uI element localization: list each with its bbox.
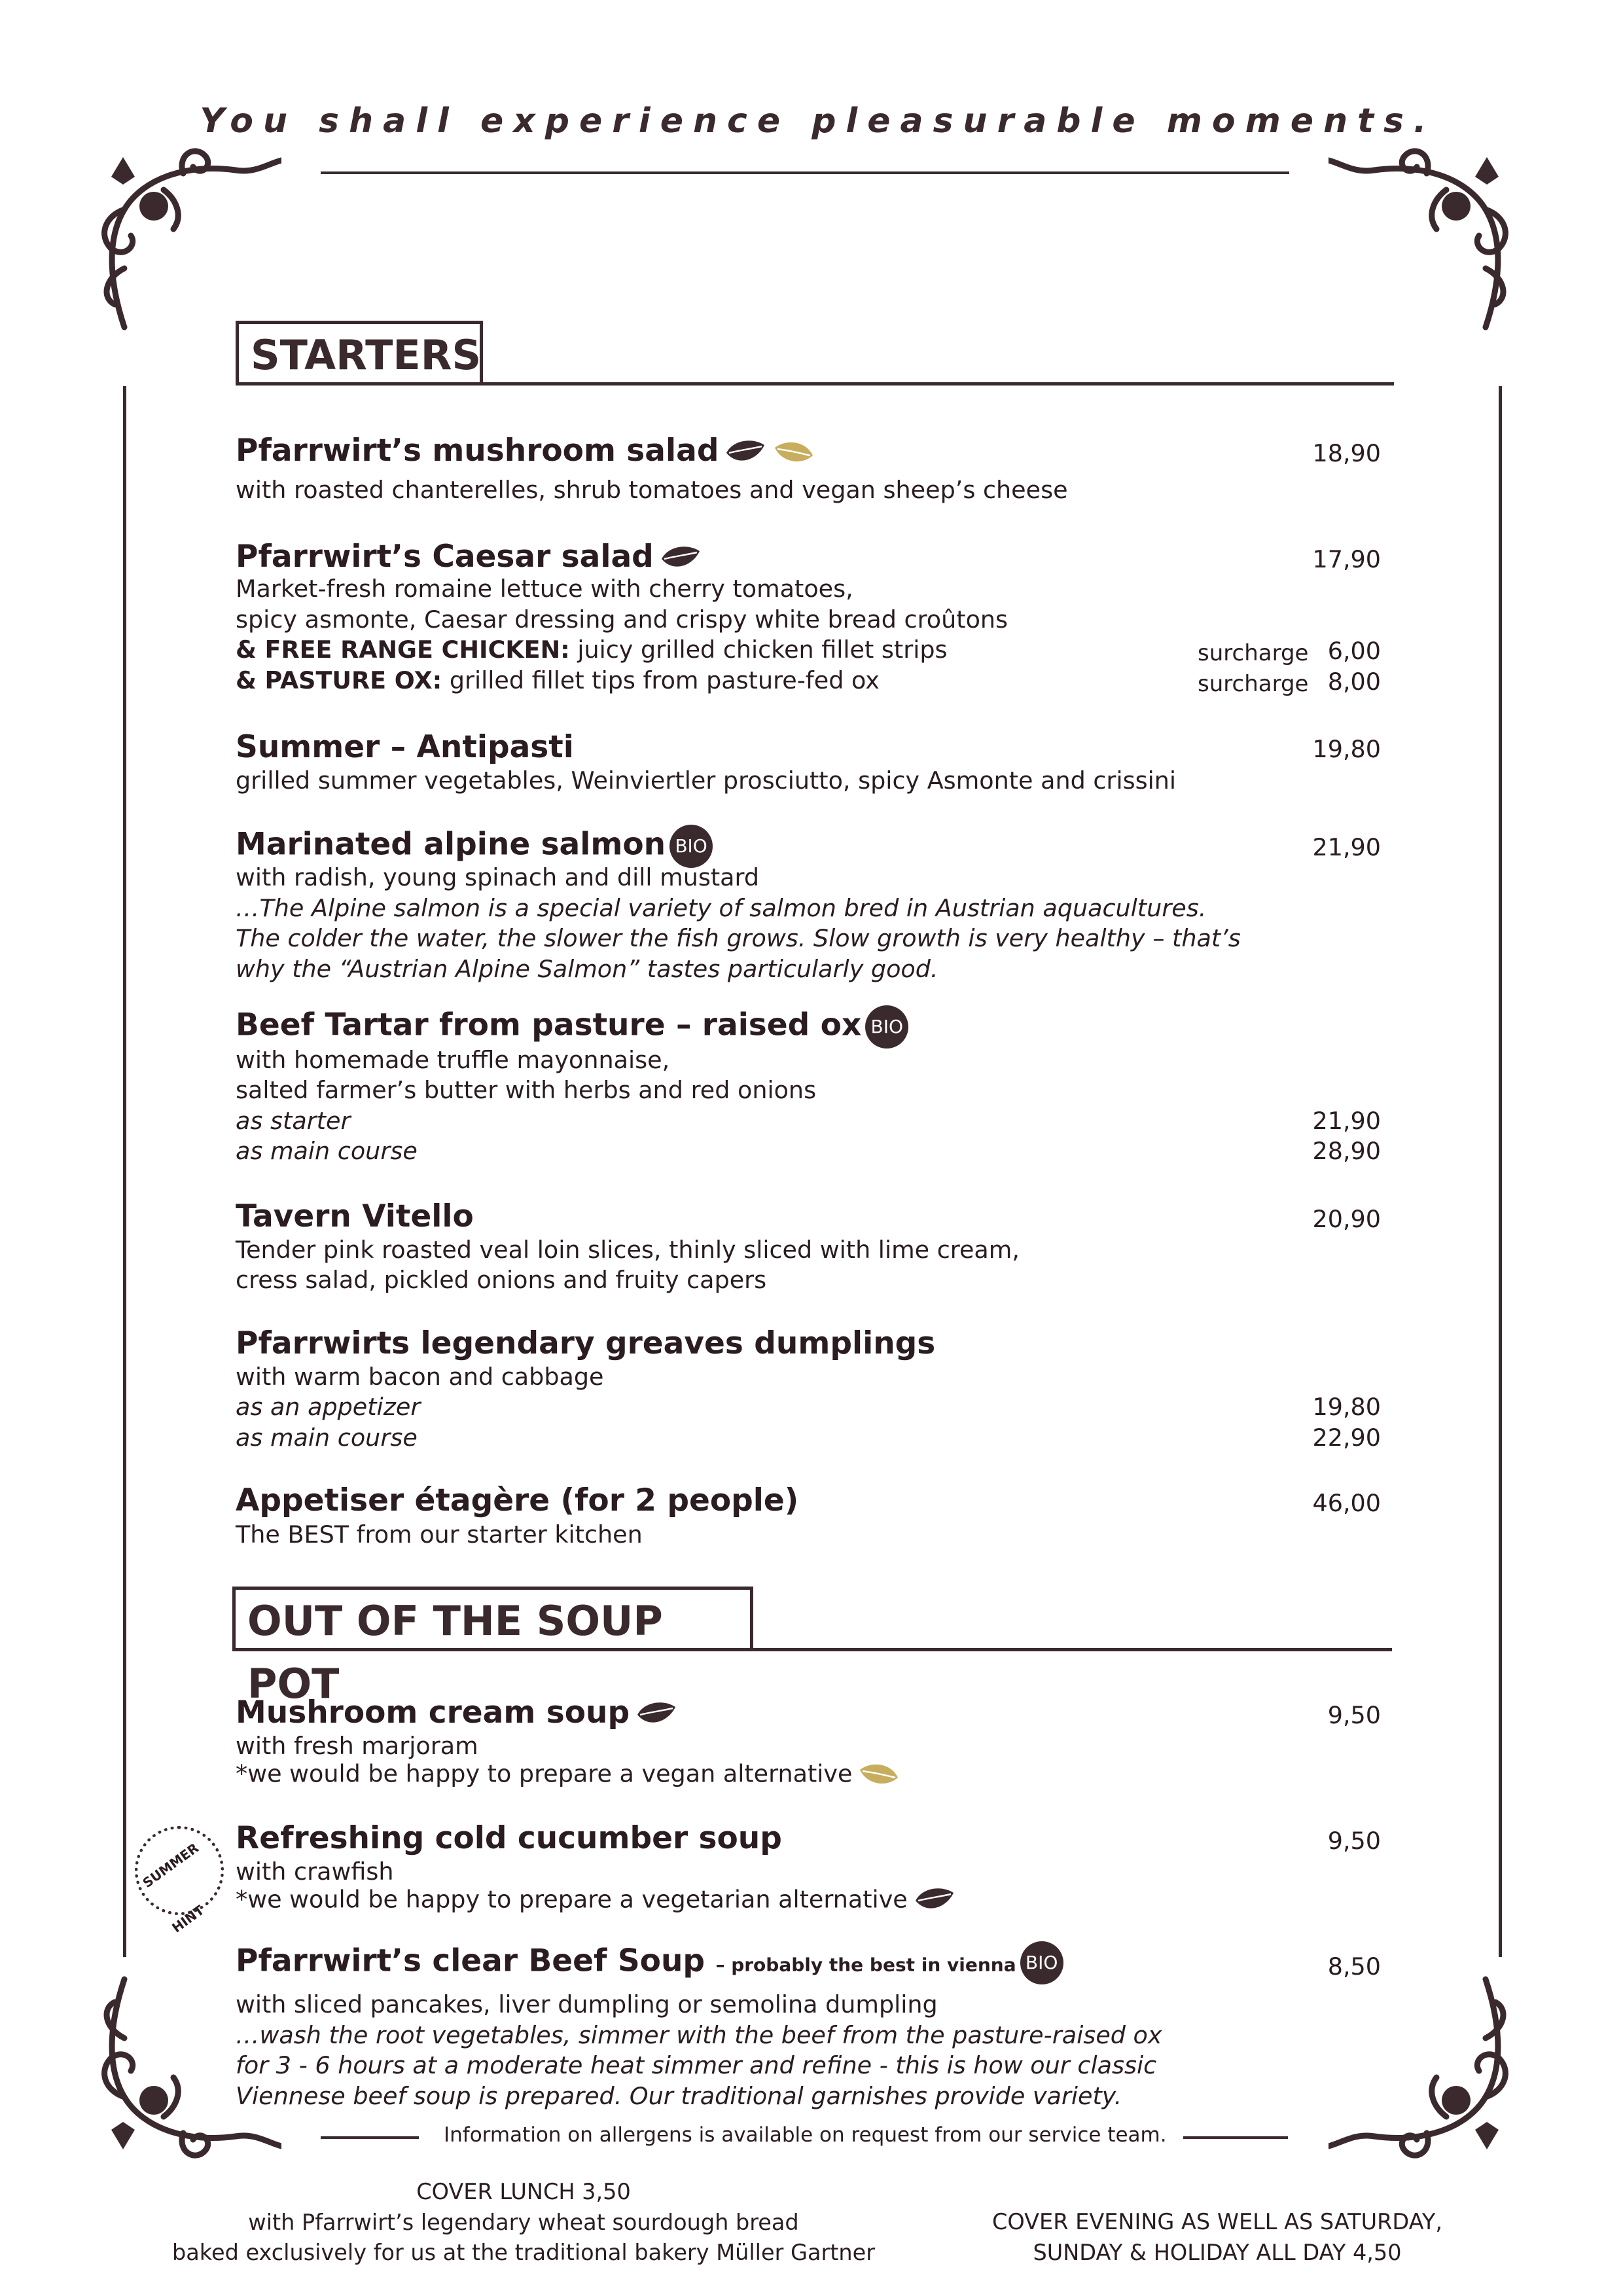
- frame-right-line: [1499, 386, 1502, 1957]
- item-description: cress salad, pickled onions and fruity capers: [236, 1266, 767, 1294]
- vegetarian-leaf-icon: [659, 542, 702, 576]
- item-price: 6,00: [1327, 637, 1381, 665]
- item-description: *we would be happy to prepare a vegan alternative: [236, 1758, 901, 1792]
- item-title: Pfarrwirts legendary greaves dumplings: [236, 1325, 936, 1361]
- cover-lunch-line: COVER LUNCH 3,50: [416, 2179, 631, 2204]
- item-price: 9,50: [1327, 1827, 1381, 1855]
- item-note: for 3 - 6 hours at a moderate heat simmer and refine - this is how our classic: [236, 2051, 1157, 2079]
- item-note: The colder the water, the slower the fish grows. Slow growth is very healthy – that’s: [236, 924, 1241, 952]
- vegetarian-leaf-icon: [635, 1698, 678, 1732]
- item-description: with crawfish: [236, 1857, 394, 1886]
- item-description: spicy asmonte, Caesar dressing and crispy white bread croûtons: [236, 605, 1008, 634]
- summer-hint-badge: SUMMER HINT: [135, 1826, 224, 1915]
- tagline-rule: [321, 171, 1289, 174]
- item-price: 8,50: [1327, 1952, 1381, 1981]
- frame-left-line: [123, 386, 126, 1957]
- footer-rule-right: [1183, 2136, 1288, 2139]
- item-price: 9,50: [1327, 1701, 1381, 1729]
- item-title: Pfarrwirt’s clear Beef Soup – probably the best in vienna BIO: [236, 1941, 1063, 1984]
- bio-badge: BIO: [669, 825, 713, 868]
- cover-lunch-line: baked exclusively for us at the traditional bakery Müller Gartner: [171, 2240, 875, 2265]
- cover-lunch: [131, 2177, 916, 2269]
- vegetarian-leaf-icon: [913, 1884, 956, 1918]
- item-price: 8,00: [1327, 668, 1381, 696]
- item-title: Pfarrwirt’s Caesar salad: [236, 538, 702, 576]
- item-title: Pfarrwirt’s mushroom salad: [236, 432, 815, 470]
- item-option: & FREE RANGE CHICKEN: juicy grilled chicken fillet strips: [236, 636, 948, 664]
- item-note: …The Alpine salmon is a special variety of salmon bred in Austrian aquacultures.: [236, 894, 1207, 922]
- item-note: why the “Austrian Alpine Salmon” tastes particularly good.: [236, 955, 938, 983]
- item-price: 20,90: [1312, 1205, 1381, 1233]
- bio-badge: BIO: [865, 1005, 908, 1049]
- item-option: & PASTURE OX: grilled fillet tips from pasture-fed ox: [236, 666, 880, 694]
- item-title: Tavern Vitello: [236, 1198, 474, 1234]
- cover-evening-line: COVER EVENING AS WELL AS SATURDAY,: [991, 2209, 1443, 2234]
- item-title: Appetiser étagère (for 2 people): [236, 1482, 799, 1518]
- item-title: Mushroom cream soup: [236, 1694, 678, 1732]
- item-description: grilled summer vegetables, Weinviertler prosciutto, spicy Asmonte and crissini: [236, 766, 1177, 795]
- item-price: 22,90: [1312, 1424, 1381, 1452]
- item-description: with fresh marjoram: [236, 1732, 478, 1760]
- item-price: 21,90: [1312, 833, 1381, 861]
- item-title: Marinated alpine salmon BIO: [236, 825, 713, 868]
- item-title: Summer – Antipasti: [236, 729, 574, 765]
- item-description: The BEST from our starter kitchen: [236, 1520, 643, 1549]
- item-price: 19,80: [1312, 735, 1381, 763]
- item-title: Refreshing cold cucumber soup: [236, 1820, 782, 1856]
- item-option: as an appetizer: [236, 1393, 421, 1421]
- item-note: Viennese beef soup is prepared. Our traditional garnishes provide variety.: [236, 2082, 1122, 2110]
- footer-rule-left: [321, 2136, 419, 2139]
- section-heading-soups: OUT OF THE SOUP POT: [232, 1587, 753, 1649]
- item-description: *we would be happy to prepare a vegetarian alternative: [236, 1884, 956, 1918]
- item-price: 17,90: [1312, 545, 1381, 573]
- ornament-top-right-icon: [1329, 137, 1525, 336]
- item-price: 21,90: [1312, 1107, 1381, 1135]
- cover-lunch-line: with Pfarrwirt’s legendary wheat sourdough bread: [248, 2209, 799, 2235]
- item-subtitle: – probably the best in vienna: [715, 1954, 1016, 1976]
- section-line-starters: [236, 382, 1394, 386]
- bio-badge: BIO: [1020, 1941, 1063, 1984]
- surcharge-label: surcharge: [1198, 640, 1309, 666]
- item-title: Beef Tartar from pasture – raised ox BIO: [236, 1005, 908, 1049]
- item-option: as main course: [236, 1137, 418, 1165]
- vegan-leaf-icon: [772, 436, 815, 470]
- ornament-bottom-right-icon: [1329, 1970, 1525, 2169]
- vegan-leaf-icon: [857, 1758, 901, 1792]
- section-line-soups: [232, 1648, 1392, 1651]
- item-description: salted farmer’s butter with herbs and red onions: [236, 1076, 817, 1104]
- item-price: 18,90: [1312, 439, 1381, 467]
- vegetarian-leaf-icon: [724, 436, 767, 470]
- item-description: with radish, young spinach and dill mustard: [236, 863, 760, 891]
- item-description: Tender pink roasted veal loin slices, thinly sliced with lime cream,: [236, 1236, 1020, 1264]
- item-description: Market-fresh romaine lettuce with cherry tomatoes,: [236, 575, 853, 603]
- item-description: with warm bacon and cabbage: [236, 1363, 604, 1391]
- section-heading-starters: STARTERS: [236, 321, 483, 384]
- tagline: You shall experience pleasurable moments.: [200, 101, 1436, 141]
- item-price: 19,80: [1312, 1393, 1381, 1421]
- allergen-info: Information on allergens is available on request from our service team.: [444, 2123, 1167, 2147]
- item-description: with homemade truffle mayonnaise,: [236, 1046, 670, 1074]
- item-option: as starter: [236, 1107, 351, 1135]
- item-price: 46,00: [1312, 1489, 1381, 1517]
- item-price: 28,90: [1312, 1137, 1381, 1165]
- item-note: …wash the root vegetables, simmer with the beef from the pasture-raised ox: [236, 2021, 1162, 2049]
- surcharge-label: surcharge: [1198, 671, 1309, 697]
- item-description: with roasted chanterelles, shrub tomatoes and vegan sheep’s cheese: [236, 476, 1068, 504]
- item-option: as main course: [236, 1424, 418, 1452]
- cover-evening-line: SUNDAY & HOLIDAY ALL DAY 4,50: [1033, 2239, 1402, 2265]
- item-description: with sliced pancakes, liver dumpling or semolina dumpling: [236, 1990, 938, 2018]
- ornament-top-left-icon: [85, 137, 281, 336]
- cover-evening: [890, 2207, 1544, 2268]
